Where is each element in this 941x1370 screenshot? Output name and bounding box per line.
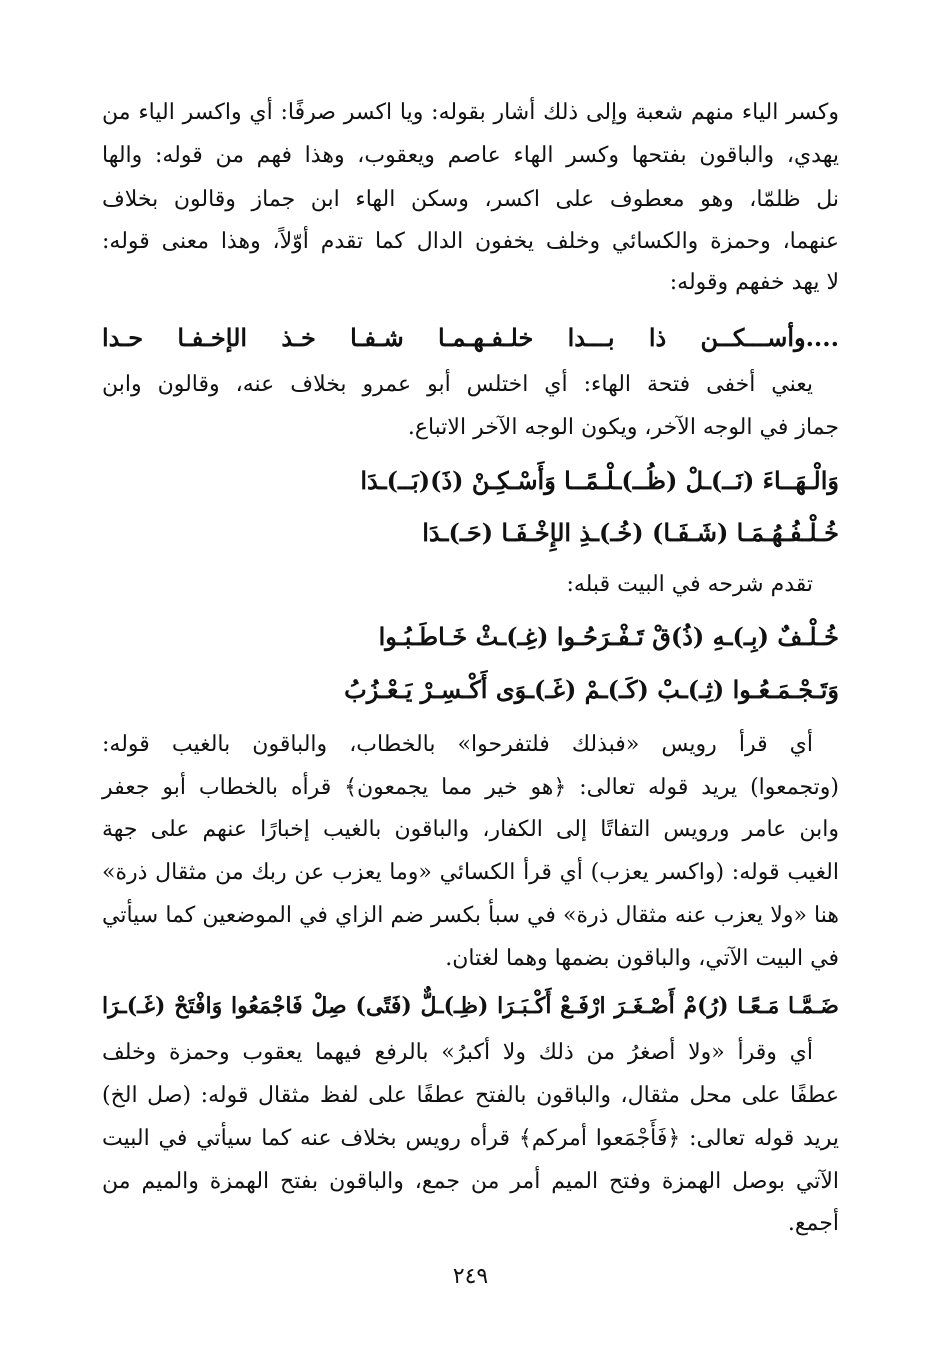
text-line: يعني أخفى فتحة الهاء: أي اختلس أبو عمرو بخلاف عنه، وقالون وابن bbox=[102, 372, 813, 397]
text-line: في البيت الآتي، والباقون بضمها وهما لغتان. bbox=[445, 946, 839, 971]
text-line: أي وقرأ «ولا أصغرُ من ذلك ولا أكبرُ» بالرفع فيهما يعقوب وحمزة وخلف bbox=[102, 1040, 813, 1065]
text-line: (وتجمعوا) يريد قوله تعالى: ﴿هو خير مما يجمعون﴾ قرأه بالخطاب أبو جعفر bbox=[102, 775, 839, 800]
poem-verse: ضَـمَّـا مَـعًـا (رُ)مْ أَصْـغَـرَ ارْفَـعْ أَكْـبَـرَا (ظِـ)ـلٌّ (فَتًى) صِلْ فَاجْمَعُوا وَافْتَحْ (غَـ)ـرَا bbox=[102, 993, 839, 1019]
text-line: هنا «ولا يعزب عنه مثقال ذرة» في سبأ بكسر ضم الزاي في الموضعين كما سيأتي bbox=[102, 903, 839, 928]
text-line: جماز في الوجه الآخر، ويكون الوجه الآخر الاتباع. bbox=[407, 415, 839, 440]
poem-verse: ....وأســـكــن ذا بـــدا خلـفـهـمـا شـفـا خـذ الإخـفـا حـدا bbox=[102, 323, 839, 352]
text-line: يهدي، والباقون بفتحها وكسر الهاء عاصم ويعقوب، وهذا فهم من قوله: والها bbox=[102, 143, 839, 168]
text-line: يريد قوله تعالى: ﴿فَأَجْمَعوا أمركم﴾ قرأه رويس بخلاف عنه كما سيأتي في البيت bbox=[102, 1126, 839, 1151]
text-line: الغيب قوله: (واكسر يعزب) أي قرأ الكسائي «وما يعزب عن ربك من مثقال ذرة» bbox=[102, 860, 839, 885]
text-line: الآتي بوصل الهمزة وفتح الميم أمر من جمع، والباقون بفتح الهمزة والميم من bbox=[102, 1169, 839, 1194]
poem-verse: وَالْـهَــاءَ (نَــ)ـلْ (ظُــ)ـلْـمًــا وَأَسْـكِـنْ (ذَ)(بَــ)ـدَا bbox=[360, 466, 839, 495]
page-number: ٢٤٩ bbox=[452, 1264, 489, 1289]
text-line: نل ظلمّا، وهو معطوف على اكسر، وسكن الهاء ابن جماز وقالون بخلاف bbox=[102, 187, 839, 212]
text-line: عطفًا على محل مثقال، والباقون بالفتح عطفًا على لفظ مثقال قوله: (صل الخ) bbox=[102, 1083, 839, 1108]
text-line: وابن عامر ورويس التفاتًا إلى الكفار، والباقون بالغيب إخبارًا عنهم على جهة bbox=[102, 817, 839, 842]
text-line: تقدم شرحه في البيت قبله: bbox=[566, 572, 813, 597]
text-line: لا يهد خفهم وقوله: bbox=[669, 270, 839, 295]
poem-verse: خُـلْـفٌ (بِـ)ـهِ (ذُ)قْ تَـفْـرَحُـوا (غِـ)ـثْ خَـاطَـبُـوا bbox=[378, 622, 839, 651]
poem-verse: خُـلْـفُـهُـمَـا (شَـفَـا) (خُـ)ـذِ الإِخْـفَـا (حَـ)ـدَا bbox=[422, 518, 839, 547]
text-line: أجمع. bbox=[787, 1211, 839, 1236]
text-line: أي قرأ رويس «فبذلك فلتفرحوا» بالخطاب، والباقون بالغيب قوله: bbox=[102, 732, 813, 757]
text-line: وكسر الياء منهم شعبة وإلى ذلك أشار بقوله: ويا اكسر صرفًا: أي واكسر الياء من bbox=[102, 100, 839, 125]
poem-verse: وَتَـجْـمَـعُـوا (ثِـ)ـبْ (كَـ)ـمْ (غَـ)ـوَى أَكْـسِـرْ يَـعْـزُبُ bbox=[344, 675, 839, 704]
text-line: عنهما، وحمزة والكسائي وخلف يخفون الدال كما تقدم أوّلاً، وهذا معنى قوله: bbox=[102, 229, 839, 254]
